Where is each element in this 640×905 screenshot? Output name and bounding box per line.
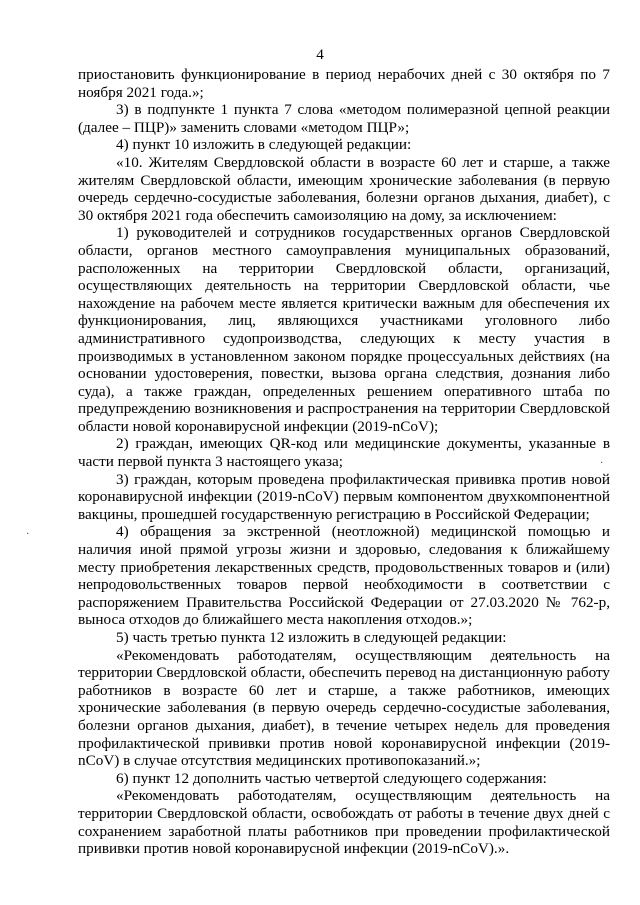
paragraph-exception-3: 3) граждан, которым проведена профилактическая прививка против новой коронавирусной инфекции (2019-nCoV) первым компонентом двухкомпонентной вакцины, прошедшей государственную регистрацию в Российской Федерации;	[78, 470, 610, 523]
paragraph-point-10: «10. Жителям Свердловской области в возрасте 60 лет и старше, а также жителям Свердловской области, имеющим хронические заболевания (в первую очередь сердечно-сосудистые заболевания, болезни органов дыхания, диабет), с 30 октября 2021 года обеспечить самоизоляцию на дому, за исключением:	[78, 153, 610, 224]
paragraph-exception-2: 2) граждан, имеющих QR-код или медицинские документы, указанные в части первой пункта 3 настоящего указа;	[78, 435, 610, 471]
document-body	[78, 66, 610, 858]
paragraph-item-3: 3) в подпункте 1 пункта 7 слова «методом полимеразной цепной реакции (далее – ПЦР)» заменить словами «методом ПЦР»;	[78, 101, 610, 136]
paragraph-exception-1: 1) руководителей и сотрудников государственных органов Свердловской области, органов местного самоуправления муниципальных образований, расположенных на территории Свердловской области, организаций, осуществляющих деятельность на территории Свердловской области, чье нахождение на рабочем месте является критически важным для обеспечения их функционирования, лиц, являющихся участниками уголовного либо административного судопроизводства, следующих к месту участия в производимых в установленном законом порядке процессуальных действиях (на основании удостоверения, повестки, вызова органа следствия, дознания либо суда), а также граждан, определенных решением оперативного штаба по предупреждению возникновения и распространения на территории Свердловской области новой коронавирусной инфекции (2019-nCoV);	[78, 224, 610, 435]
paragraph-item-5: 5) часть третью пункта 12 изложить в следующей редакции:	[116, 629, 507, 646]
paragraph-quote-part-4: «Рекомендовать работодателям, осуществляющим деятельность на территории Свердловской области, освобождать от работы в течение двух дней с сохранением заработной платы работников при проведении профилактической прививки против новой коронавирусной инфекции (2019-nCoV).».	[78, 787, 610, 858]
paragraph-item-6: 6) пункт 12 дополнить частью четвертой следующего содержания:	[116, 769, 547, 787]
scan-dot-mark: ·	[26, 529, 30, 540]
paragraph-item-4: 4) пункт 10 изложить в следующей редакции:	[116, 136, 412, 154]
paragraph-quote-part-3: «Рекомендовать работодателям, осуществляющим деятельность на территории Свердловской области, обеспечить перевод на дистанционную работу работников в возрасте 60 лет и старше, а также работников, имеющих хронические заболевания (в первую очередь сердечно-сосудистые заболевания, болезни органов дыхания, диабет), в течение четырех недель для проведения профилактической прививки против новой коронавирусной инфекции (2019-nCoV) в случае отсутствия медицинских противопоказаний.»;	[78, 646, 610, 770]
scan-dot-mark: ·	[600, 458, 604, 469]
page-number: 4	[316, 46, 324, 63]
paragraph-exception-4: 4) обращения за экстренной (неотложной) медицинской помощью и наличия иной прямой угрозы жизни и здоровью, следования к ближайшему месту приобретения лекарственных средств, продовольственных товаров и (или) непродовольственных товаров первой необходимости в соответствии с распоряжением Правительства Российской Федерации от 27.03.2020 № 762-р, выноса отходов до ближайшего места накопления отходов.»;	[78, 523, 610, 629]
paragraph-continuation: приостановить функционирование в период нерабочих дней с 30 октября по 7 ноября 2021 года.»;	[78, 66, 610, 101]
